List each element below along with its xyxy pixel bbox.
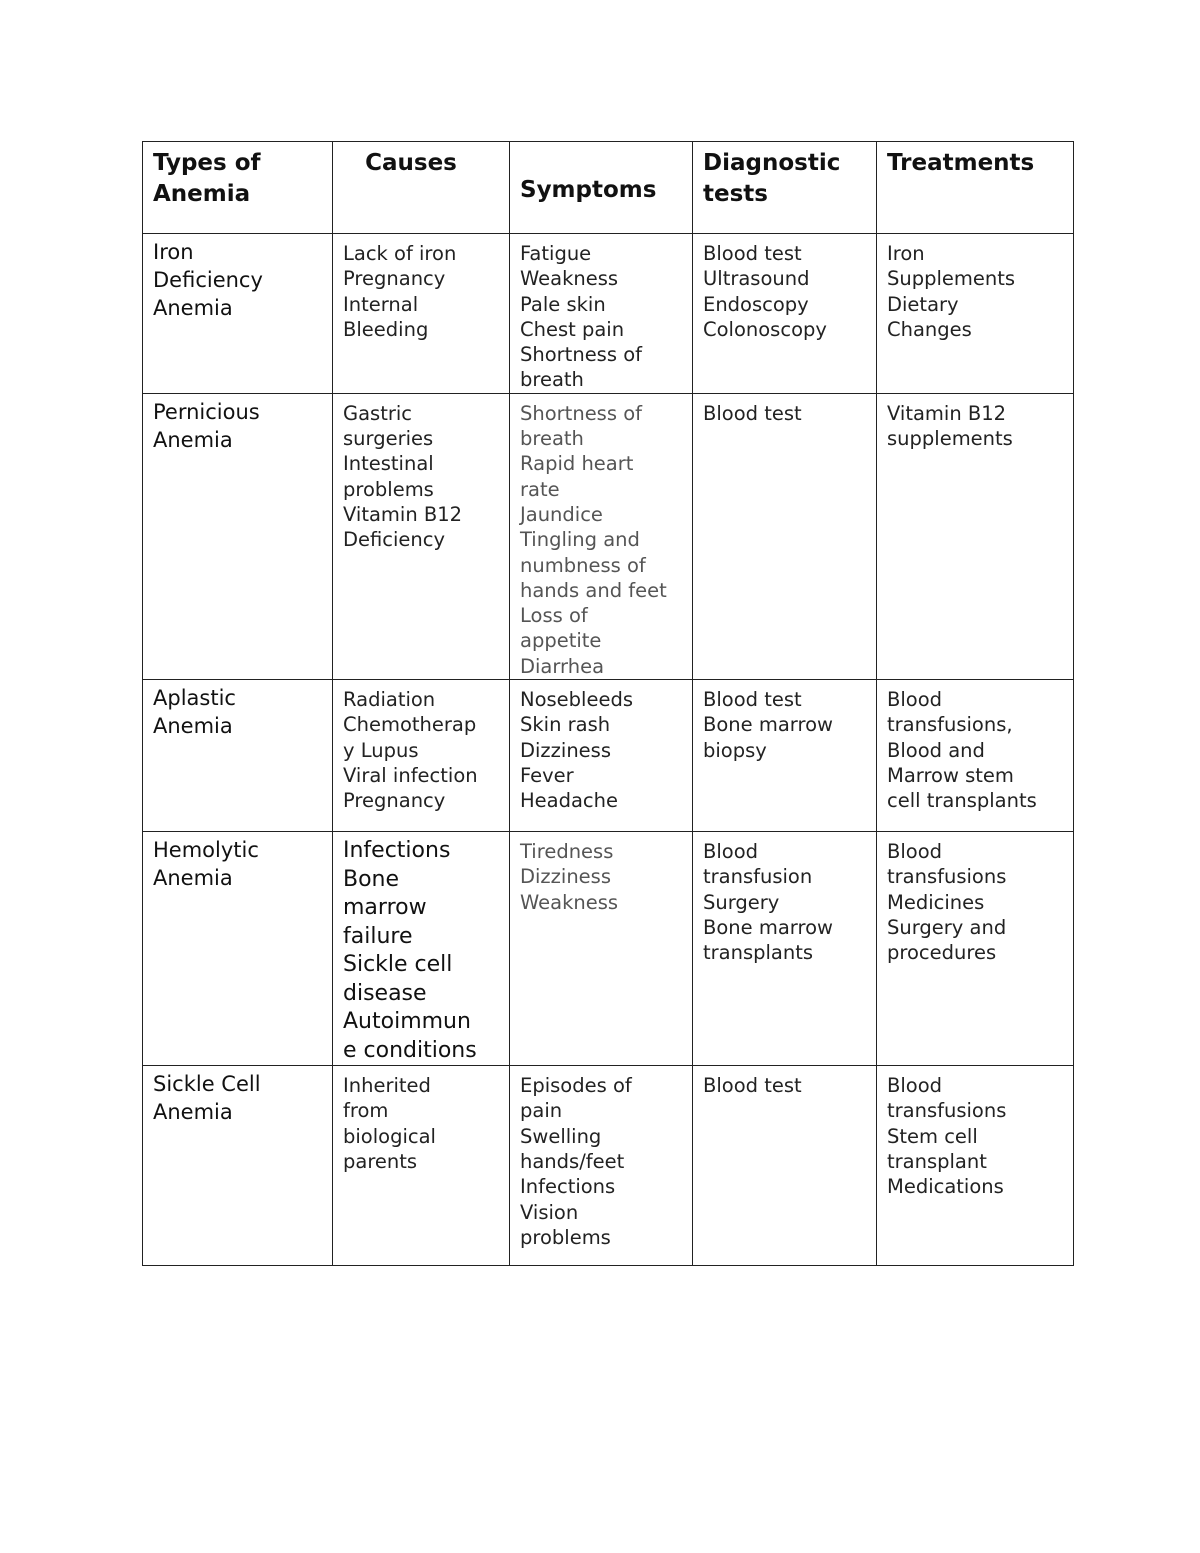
symptoms-cell: Nosebleeds Skin rash Dizziness Fever Headache [510,680,693,832]
causes-cell: Radiation Chemotherap y Lupus Viral infection Pregnancy [333,680,510,832]
header-diagnostic-tests: Diagnostic tests [693,142,877,234]
anemia-type-cell: Aplastic Anemia [143,680,333,832]
symptoms-cell: Fatigue Weakness Pale skin Chest pain Shortness of breath [510,234,693,394]
causes-cell: Gastric surgeries Intestinal problems Vitamin B12 Deficiency [333,393,510,679]
symptoms-cell: Tiredness Dizziness Weakness [510,832,693,1066]
anemia-type-cell: Iron Deficiency Anemia [143,234,333,394]
symptoms-cell: Shortness of breath Rapid heart rate Jaundice Tingling and numbness of hands and feet Loss of appetite Diarrhea [510,393,693,679]
table-row [143,832,1074,1066]
diagnostic-cell: Blood test [693,1066,877,1266]
diagnostic-cell: Blood test [693,393,877,679]
anemia-type-cell: Pernicious Anemia [143,393,333,679]
header-types: Types of Anemia [143,142,333,234]
table-row [143,393,1074,679]
treatments-cell: Iron Supplements Dietary Changes [877,234,1074,394]
symptoms-cell: Episodes of pain Swelling hands/feet Infections Vision problems [510,1066,693,1266]
header-symptoms: Symptoms [510,142,693,234]
treatments-cell: Blood transfusions Medicines Surgery and procedures [877,832,1074,1066]
table-row [143,680,1074,832]
anemia-table [142,141,1074,1266]
table-row [143,234,1074,394]
anemia-type-cell: Sickle Cell Anemia [143,1066,333,1266]
diagnostic-cell: Blood transfusion Surgery Bone marrow transplants [693,832,877,1066]
causes-cell: Infections Bone marrow failure Sickle cell disease Autoimmun e conditions [333,832,510,1066]
treatments-cell: Vitamin B12 supplements [877,393,1074,679]
header-causes: Causes [333,142,510,234]
anemia-type-cell: Hemolytic Anemia [143,832,333,1066]
treatments-cell: Blood transfusions, Blood and Marrow stem cell transplants [877,680,1074,832]
diagnostic-cell: Blood test Ultrasound Endoscopy Colonoscopy [693,234,877,394]
treatments-cell: Blood transfusions Stem cell transplant Medications [877,1066,1074,1266]
table-row [143,1066,1074,1266]
causes-cell: Inherited from biological parents [333,1066,510,1266]
diagnostic-cell: Blood test Bone marrow biopsy [693,680,877,832]
causes-cell: Lack of iron Pregnancy Internal Bleeding [333,234,510,394]
header-treatments: Treatments [877,142,1074,234]
header-row [143,142,1074,234]
